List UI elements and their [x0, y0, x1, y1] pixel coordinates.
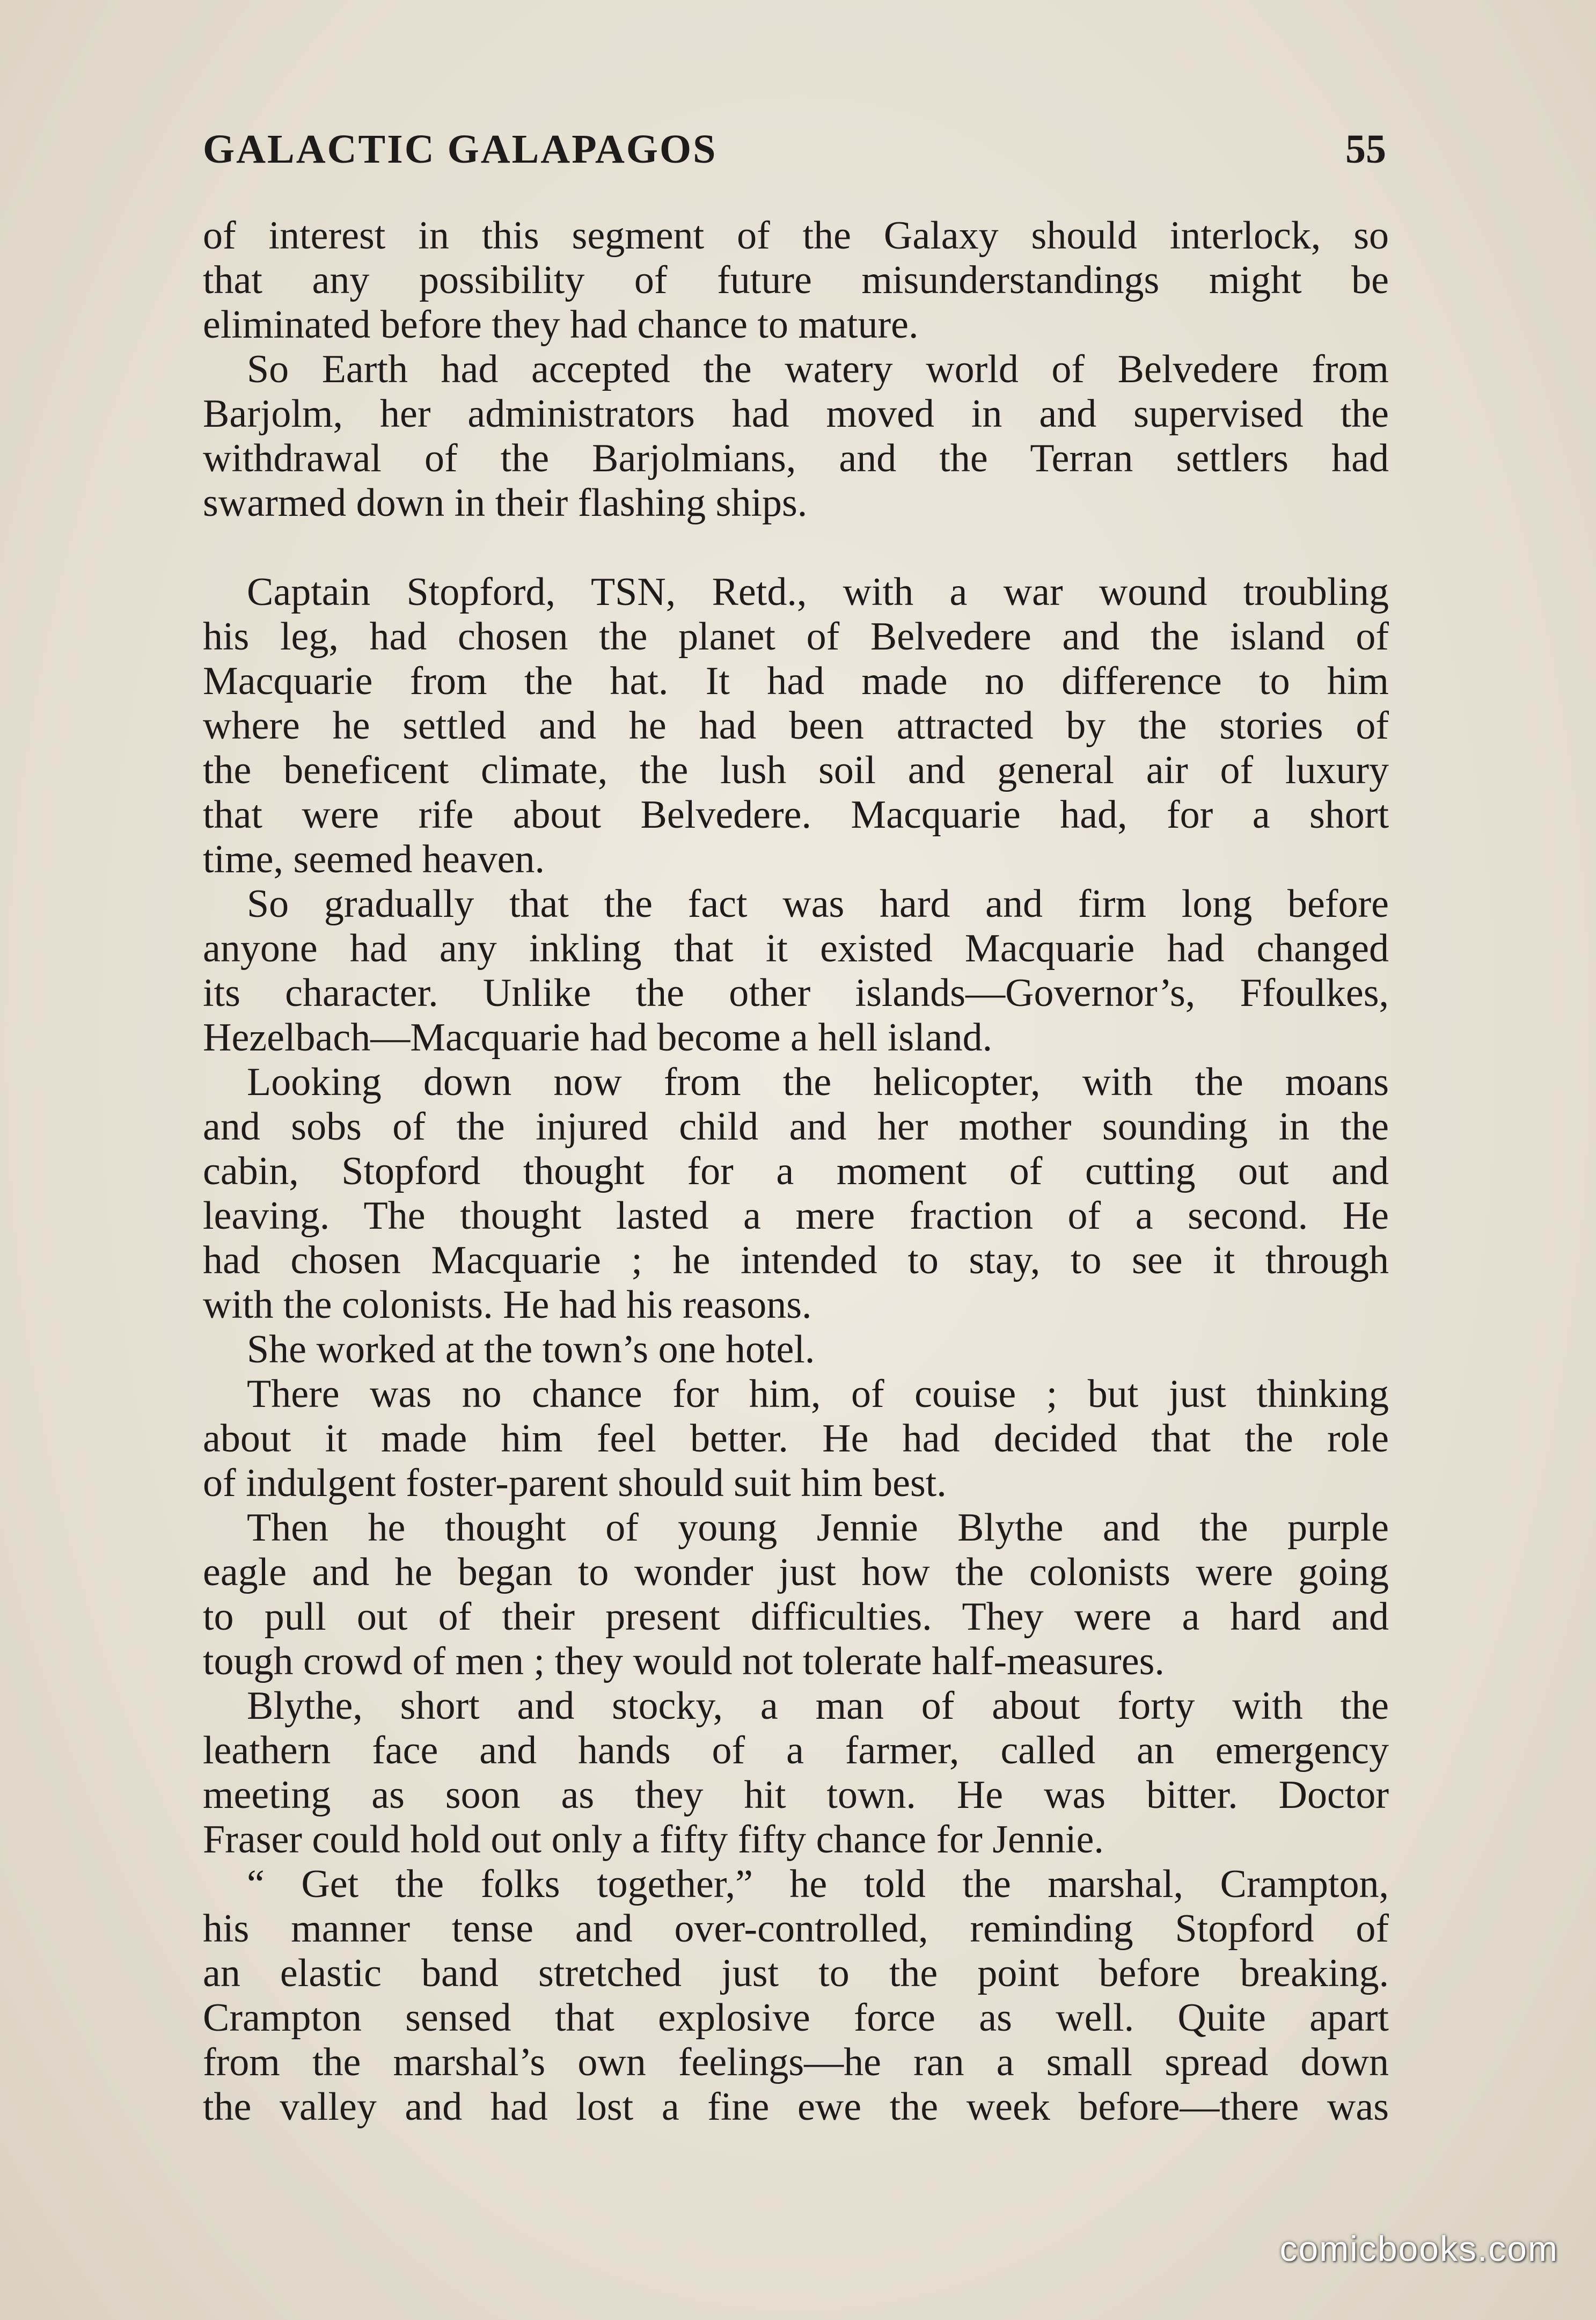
text-line: of indulgent foster-parent should suit him best. — [203, 1461, 947, 1505]
text-line: Captain Stopford, TSN, Retd., with a war wound troubling — [247, 570, 1389, 614]
text-line: an elastic band stretched just to the point before breaking. — [203, 1951, 1389, 1995]
text-line: the valley and had lost a fine ewe the week before—there was — [203, 2085, 1389, 2129]
text-line: where he settled and he had been attracted by the stories of — [203, 704, 1389, 748]
paragraph — [203, 347, 1389, 526]
text-line: “ Get the folks together,” he told the marshal, Crampton, — [247, 1862, 1389, 1906]
text-line: had chosen Macquarie ; he intended to stay, to see it through — [203, 1238, 1389, 1282]
text-line: Barjolm, her administrators had moved in and supervised the — [203, 392, 1389, 436]
text-line: from the marshal’s own feelings—he ran a small spread down — [203, 2040, 1389, 2084]
paragraph — [203, 1862, 1389, 2129]
text-line: with the colonists. He had his reasons. — [203, 1283, 812, 1327]
text-line: to pull out of their present difficulties. They were a hard and — [203, 1595, 1389, 1639]
text-line: cabin, Stopford thought for a moment of cutting out and — [203, 1149, 1389, 1193]
paragraph — [203, 1506, 1389, 1684]
text-line: swarmed down in their flashing ships. — [203, 481, 808, 525]
paragraph — [203, 1327, 1389, 1372]
section-break — [203, 526, 1389, 570]
paragraph — [203, 1060, 1389, 1327]
page-number: 55 — [1345, 127, 1386, 172]
text-line: Looking down now from the helicopter, with the moans — [247, 1060, 1389, 1104]
paragraph — [203, 214, 1389, 347]
text-line: eliminated before they had chance to mature. — [203, 303, 919, 347]
text-line: eagle and he began to wonder just how the colonists were going — [203, 1550, 1389, 1594]
text-line: of interest in this segment of the Galaxy should interlock, so — [203, 214, 1389, 258]
text-line: time, seemed heaven. — [203, 837, 545, 881]
text-line: the beneficent climate, the lush soil and general air of luxury — [203, 748, 1389, 792]
paragraph — [203, 570, 1389, 882]
running-title: GALACTIC GALAPAGOS — [203, 127, 718, 172]
text-line: leaving. The thought lasted a mere fraction of a second. He — [203, 1194, 1389, 1238]
text-line: Fraser could hold out only a fifty fifty chance for Jennie. — [203, 1818, 1104, 1862]
text-line: tough crowd of men ; they would not tolerate half-measures. — [203, 1639, 1165, 1683]
text-line: its character. Unlike the other islands—Governor’s, Ffoulkes, — [203, 971, 1389, 1015]
text-line: Then he thought of young Jennie Blythe and the purple — [247, 1506, 1389, 1550]
text-line: anyone had any inkling that it existed Macquarie had changed — [203, 926, 1389, 971]
text-line: There was no chance for him, of couise ; but just thinking — [247, 1372, 1389, 1416]
text-line: and sobs of the injured child and her mother sounding in the — [203, 1105, 1389, 1149]
text-line: about it made him feel better. He had decided that the role — [203, 1417, 1389, 1461]
text-line: withdrawal of the Barjolmians, and the Terran settlers had — [203, 436, 1389, 480]
text-line: his leg, had chosen the planet of Belvedere and the island of — [203, 615, 1389, 659]
text-line: leathern face and hands of a farmer, called an emergency — [203, 1728, 1389, 1772]
text-line: meeting as soon as they hit town. He was bitter. Doctor — [203, 1773, 1389, 1817]
paragraph — [203, 1372, 1389, 1506]
text-line: Blythe, short and stocky, a man of about forty with the — [247, 1684, 1389, 1728]
text-line: his manner tense and over-controlled, reminding Stopford of — [203, 1907, 1389, 1951]
watermark: comicbooks.com — [1279, 2229, 1558, 2268]
text-line: that were rife about Belvedere. Macquarie had, for a short — [203, 793, 1389, 837]
body-text — [203, 214, 1389, 2129]
text-line: So gradually that the fact was hard and firm long before — [247, 882, 1389, 926]
text-line: So Earth had accepted the watery world of Belvedere from — [247, 347, 1389, 391]
running-head — [203, 122, 1386, 176]
text-line: She worked at the town’s one hotel. — [247, 1327, 815, 1371]
paragraph — [203, 882, 1389, 1060]
text-line: Hezelbach—Macquarie had become a hell island. — [203, 1016, 993, 1060]
text-line: Crampton sensed that explosive force as well. Quite apart — [203, 1996, 1389, 2040]
text-line: that any possibility of future misunderstandings might be — [203, 258, 1389, 302]
paragraph — [203, 1684, 1389, 1862]
text-line: Macquarie from the hat. It had made no difference to him — [203, 659, 1389, 703]
